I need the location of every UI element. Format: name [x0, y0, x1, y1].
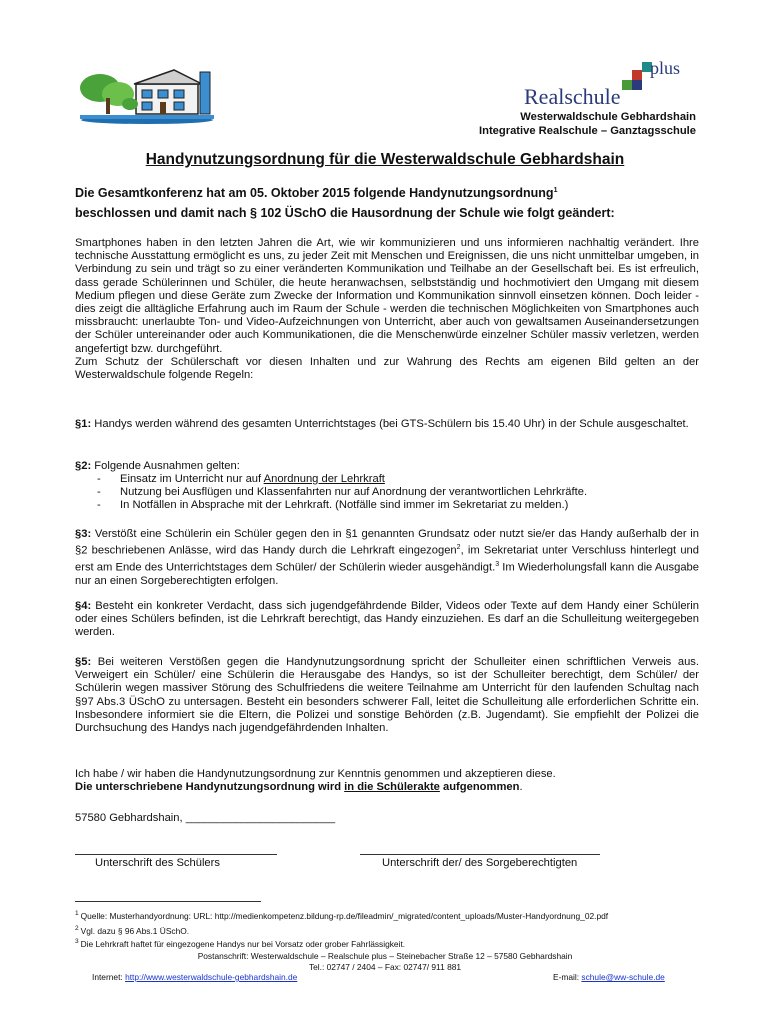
section-2-text: Folgende Ausnahmen gelten: [91, 460, 240, 472]
student-signature-label: Unterschrift des Schülers [95, 857, 220, 869]
intro-line-1: Die Gesamtkonferenz hat am 05. Oktober 2015 folgende Handynutzungsordnung [75, 186, 554, 201]
footnote-1: $^1$ Quelle: Musterhandyordnung: URL: http://medienkompetenz.bildung-rp.de/fileadmin/_migrated/content_uploads/Muster-Handyordnung_02.pdf [75, 910, 609, 921]
list-item: - Einsatz im Unterricht nur auf Anordnung der Lehrkraft [97, 473, 385, 485]
logo-square-red [632, 70, 642, 80]
section-2-heading [75, 460, 699, 473]
realschule-plus-logo [520, 60, 700, 110]
acknowledgement: Ich habe / wir haben die Handynutzungsordnung zur Kenntnis genommen und akzeptieren diese. Die unterschriebene Handynutzungsordnung wird in die Schülerakte aufgenommen. [75, 768, 556, 794]
logo-square-blue [632, 80, 642, 90]
section-5-label: §5: [75, 656, 92, 668]
footer-address: Postanschrift: Westerwaldschule – Realschule plus – Steinebacher Straße 12 – 57580 Gebhardshain [197, 951, 573, 961]
footer-internet: Internet: http://www.westerwaldschule-gebhardshain.de [92, 972, 298, 982]
footnote-ref-1: 1 [553, 187, 558, 194]
email-link[interactable]: schule@ww-schule.de [581, 972, 665, 982]
section-5 [75, 656, 699, 735]
footnote-ref-2: 2 [456, 544, 461, 552]
footer-email: E-mail: schule@ww-schule.de [553, 972, 665, 982]
school-name: Westerwaldschule Gebhardshain [520, 111, 696, 123]
section-4 [75, 600, 699, 640]
preamble-text: Smartphones haben in den letzten Jahren die Art, wie wir kommunizieren und uns informieren nachhaltig verändert. Ihre technische Ausstattung ermöglicht es uns, zu jeder Zeit mit Menschen und Ereignissen, die uns nicht unmittelbar umgeben, in Verbindung zu sein und trägt so zu einer veränderten Kommunikation und Teilhabe an der Gesellschaft bei. Es ist erfreulich, dass gerade Schülerinnen und Schüler, die heute heranwachsen, selbstständig und hochmotiviert den Umgang mit diesem Medium pflegen und diese Geräte zum Zwecke der Information und Kommunikation sinnvoll einsetzen können. Doch leider - dies zeigt die alltägliche Erfahrung auch im Raum der Schule - werden die technischen Möglichkeiten von Smartphones auch missbraucht: unerlaubte Ton- und Video-Aufzeichnungen von Unterricht, aber auch von gewaltsamen Auseinandersetzungen der Schüler untereinander oder auch Kommunikationen, die die Menschenwürde einzelner Schüler massiv verletzen, werden angefertigt bzw. durchgeführt. [75, 237, 699, 355]
website-link[interactable]: http://www.westerwaldschule-gebhardshain.de [125, 972, 298, 982]
logo-plus-text: plus [650, 58, 681, 78]
list-item: - Nutzung bei Ausflügen und Klassenfahrten nur auf Anordnung der verantwortlichen Lehrkräfte. [97, 486, 588, 498]
section-3: §3: Verstößt eine Schülerin ein Schüler gegen den in §1 genannten Grundsatz oder nutzt sie/er das Handy außerhalb der in §2 beschriebenen Anlässe, wird das Handy durch die Lehrkraft eingezogen$^2$, im Sekretariat unter Verschluss hinterlegt und erst am Ende des Unterrichtstages dem Schüler/ der Schülerin wieder ausgehändigt.$^3$ Im Wiederholungsfall kann die Ausgabe nur an einen Sorgeberechtigten erfolgen. [75, 528, 699, 588]
section-5-text: Bei weiteren Verstößen gegen die Handynutzungsordnung spricht der Schulleiter einen schriftlichen Verweis aus. Verweigert ein Schüler/ eine Schülerin die Herausgabe des Handys, so ist der Schulleiter berechtigt, dem Schüler/ der Schülerin wegen massiver Störung des Schulfriedens die weitere Teilnahme am Unterricht für den laufenden Schultag nach §97 Abs.3 ÜSchO zu untersagen. Besteht ein besonders schwerer Fall, leitet die Schulleitung alle erforderlichen Schritte ein. Insbesondere informiert sie die Eltern, die Polizei und sonstige Behörden (z.B. Jugendamt). Sie empfiehlt der Polizei die Durchsuchung des Handys nach jugendgefährdenden Inhalten. [75, 656, 699, 735]
student-signature-line [75, 854, 277, 855]
ack-underlined: in die Schülerakte [344, 781, 440, 794]
list-item: - In Notfällen in Absprache mit der Lehrkraft. (Notfälle sind immer im Sekretariat zu melden.) [97, 499, 569, 511]
school-logo [78, 64, 216, 124]
logo-square-green [622, 80, 632, 90]
section-4-label: §4: [75, 600, 92, 612]
section-1-text: Handys werden während des gesamten Unterrichtstages (bei GTS-Schülern bis 15.40 Uhr) in der Schule ausgeschaltet. [91, 418, 689, 430]
document-title: Handynutzungsordnung für die Westerwaldschule Gebhardshain [145, 151, 625, 168]
footnote-separator [75, 901, 261, 902]
underlined-text: Anordnung der Lehrkraft [263, 473, 385, 485]
footnote-2: $^2$ Vgl. dazu § 96 Abs.1 ÜSchO. [75, 925, 190, 936]
section-4-text: Besteht ein konkreter Verdacht, dass sich jugendgefährdende Bilder, Videos oder Texte auf dem Handy einer Schülerin oder eines Schülers befinden, ist die Lehrkraft berechtigt, das Handy einzuziehen. Es darf an die Schulleitung weitergegeben werden. [75, 600, 699, 639]
logo-realschule-text: Realschule [524, 84, 621, 109]
intro-statement [75, 181, 705, 223]
footnote-ref-3: 3 [495, 561, 500, 569]
section-2-label: §2: [75, 460, 92, 472]
footer-phone: Tel.: 02747 / 2404 – Fax: 02747/ 911 881 [308, 962, 462, 972]
place-date-line: 57580 Gebhardshain, ________________________ [75, 812, 336, 824]
intro-line-2: beschlossen und damit nach § 102 ÜSchO die Hausordnung der Schule wie folgt geändert: [75, 206, 615, 221]
section-1 [75, 418, 699, 431]
preamble-text-2: Zum Schutz der Schülerschaft vor diesen Inhalten und zur Wahrung des Rechts am eigenen Bild gelten an der Westerwaldschule folgende Regeln: [75, 355, 699, 382]
guardian-signature-line [360, 854, 600, 855]
footnote-3: $^3$ Die Lehrkraft haftet für eingezogene Handys nur bei Vorsatz oder grober Fahrlässigkeit. [75, 938, 406, 949]
ack-line-1: Ich habe / wir haben die Handynutzungsordnung zur Kenntnis genommen und akzeptieren diese. [75, 768, 556, 780]
section-3-label: §3: [75, 528, 92, 540]
section-1-label: §1: [75, 418, 92, 430]
preamble-paragraph [75, 237, 699, 382]
school-type: Integrative Realschule – Ganztagsschule [479, 125, 696, 137]
guardian-signature-label: Unterschrift der/ des Sorgeberechtigten [382, 857, 578, 869]
